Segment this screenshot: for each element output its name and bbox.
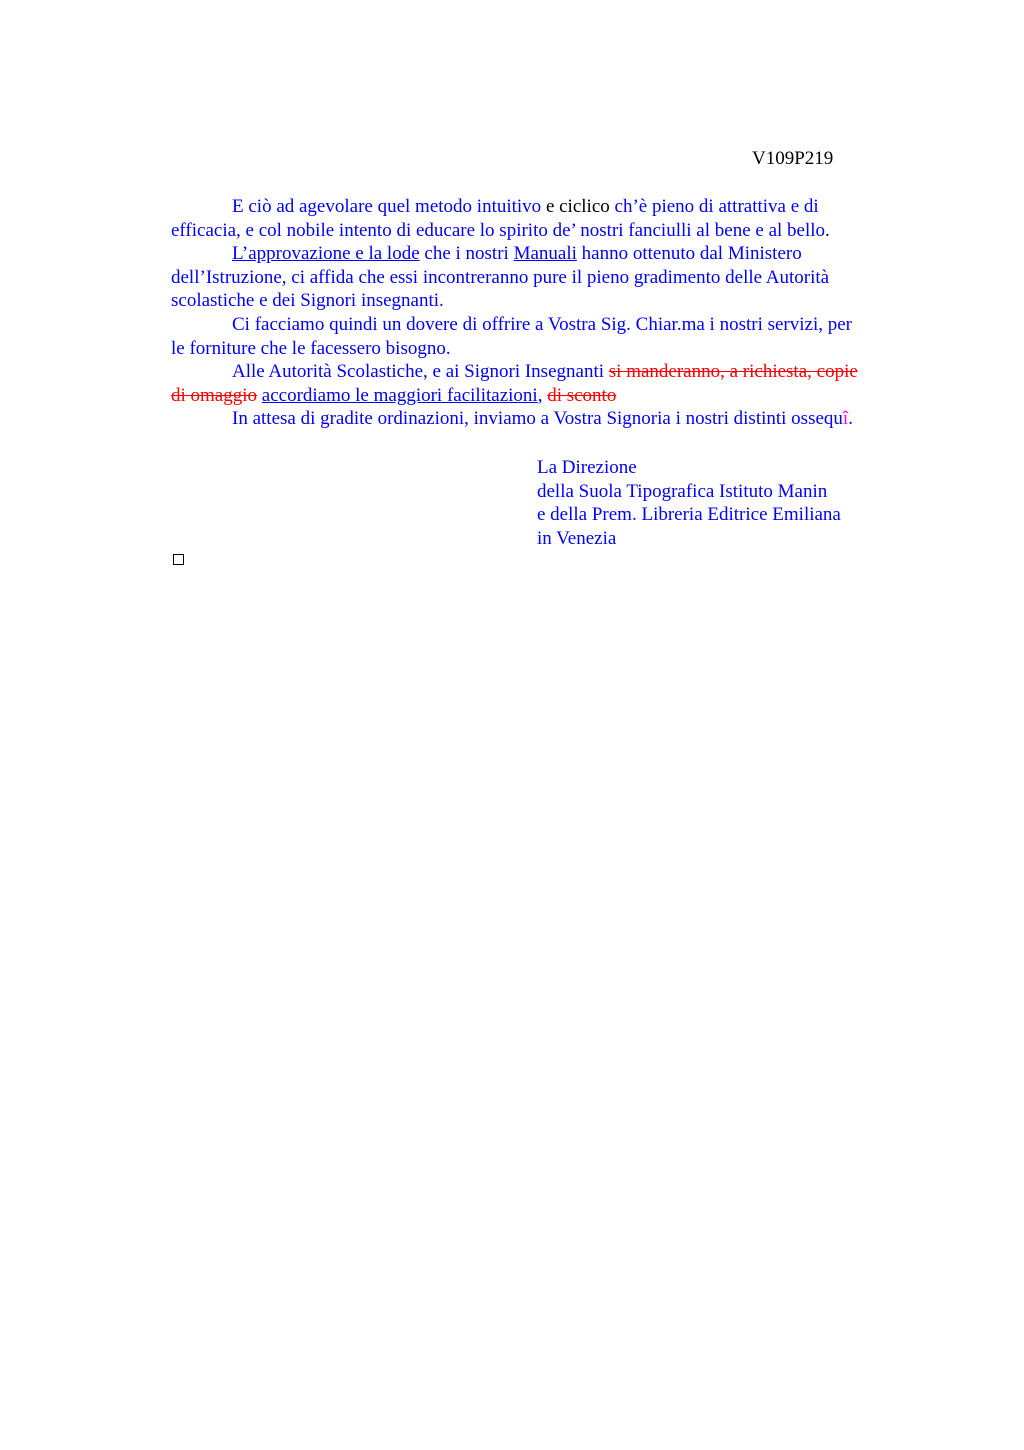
original-text-span: e ciclico [545, 196, 610, 217]
paragraph-1 [171, 195, 913, 242]
underlined-text: Manuali [513, 243, 577, 265]
text-span: . [848, 408, 853, 430]
letter-body [171, 195, 913, 431]
text-span: hanno ottenuto dal Ministero [576, 243, 802, 265]
paragraph-5 [171, 407, 913, 431]
deleted-text: si manderanno, a richiesta, copie [608, 361, 858, 383]
page-id: V109P219 [752, 148, 834, 169]
text-span: E ciò ad agevolare quel metodo intuitivo [232, 196, 546, 217]
paragraph-4 [171, 360, 913, 407]
text-span: Alle Autorità Scolastiche, e ai Signori Insegnanti [232, 361, 609, 383]
underlined-text: L’approvazione e la lode [232, 243, 420, 265]
inserted-accent: î [842, 408, 849, 430]
text-span: efficacia, e col nobile intento di educare lo spirito de’ nostri fanciulli al bene e al bello [171, 219, 826, 241]
text-span: che i nostri [419, 243, 514, 265]
paragraph-2 [171, 242, 913, 313]
paragraph-3 [171, 313, 913, 360]
signature-line: in Venezia [537, 527, 617, 549]
deleted-text: di sconto [547, 384, 617, 406]
text-span: scolastiche e dei Signori insegnanti. [171, 290, 444, 312]
text-span: Ci facciamo quindi un dovere di offrire a Vostra Sig. Chiar.ma i nostri servizi, per [232, 313, 853, 335]
original-text-span: . [825, 219, 830, 241]
signature-line: La Direzione [537, 457, 637, 478]
text-span: In attesa di gradite ordinazioni, inviamo a Vostra Signoria i nostri distinti ossequ [232, 408, 843, 430]
text-span: , [537, 384, 548, 406]
text-span: ch’è pieno di attrattiva e di [609, 196, 819, 217]
text-span: le forniture che le facessero bisogno. [171, 337, 451, 359]
checkbox-square-icon [173, 554, 184, 565]
signature-line: e della Prem. Libreria Editrice Emiliana [537, 504, 841, 526]
signature-block [537, 456, 841, 550]
text-span: dell’Istruzione, ci affida che essi incontreranno pure il pieno gradimento delle Autorità [171, 266, 830, 288]
signature-line: della Suola Tipografica Istituto Manin [537, 480, 828, 502]
underlined-text: accordiamo le maggiori facilitazioni [261, 384, 538, 406]
deleted-text: di omaggio [171, 384, 258, 406]
